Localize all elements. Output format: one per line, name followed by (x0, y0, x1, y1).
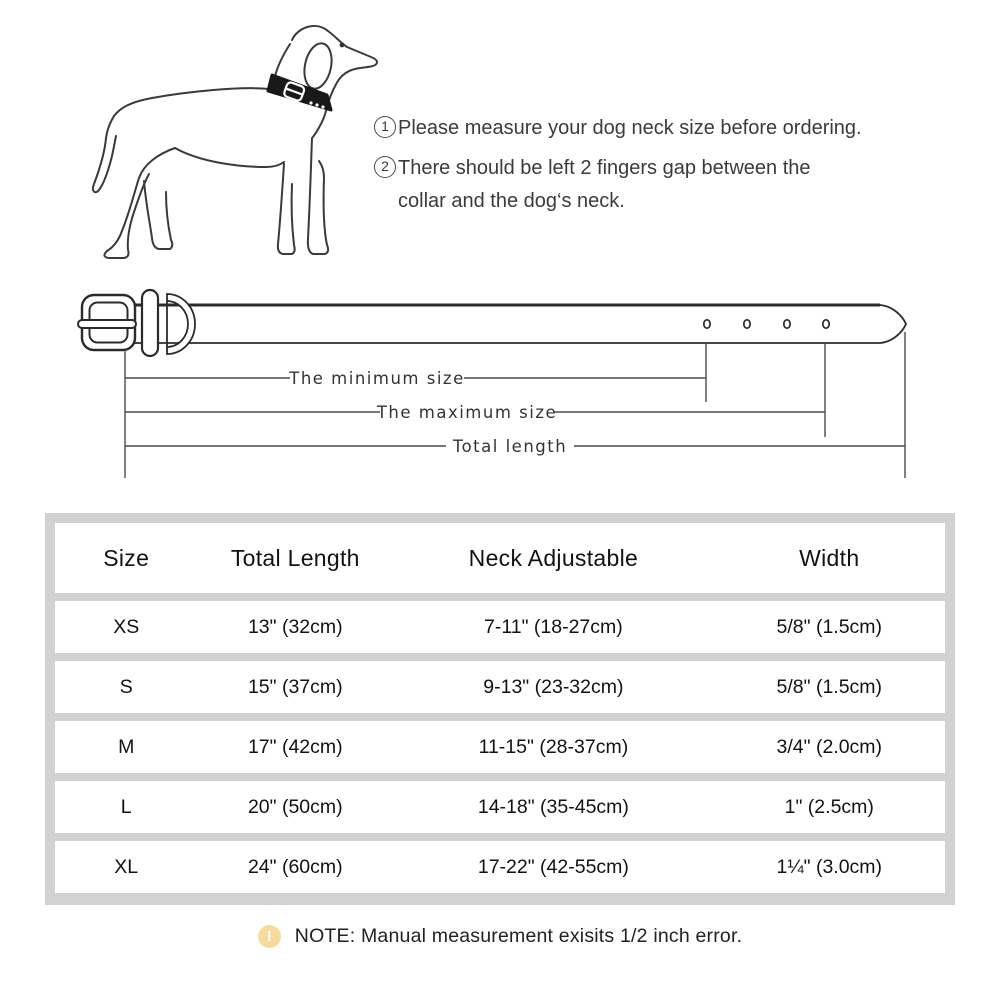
instruction-text-2-line2: collar and the dog‘s neck. (398, 190, 625, 212)
label-maximum-size: The maximum size (376, 403, 558, 422)
cell-size: M (118, 735, 135, 758)
instruction-item-1 (374, 112, 984, 145)
label-minimum-size: The minimum size (289, 369, 465, 388)
note-text: NOTE: Manual measurement exisits 1/2 inch error. (294, 925, 743, 947)
dog-head-outline (292, 26, 377, 137)
dog-collar-stud (315, 103, 318, 106)
cell-neck-adjustable: 7-11" (18-27cm) (483, 615, 623, 638)
instructions-block (374, 112, 984, 225)
cell-width: 5/8" (1.5cm) (776, 615, 883, 638)
dog-collar-stud (321, 105, 324, 108)
cell-neck-adjustable: 11-15" (28-37cm) (478, 735, 629, 758)
dog-back-line (114, 88, 269, 116)
dog-hind-leg-far (144, 181, 172, 249)
belt-buckle (78, 295, 136, 350)
cell-size: XS (113, 615, 140, 638)
cell-neck-adjustable: 9-13" (23-32cm) (483, 675, 624, 698)
instruction-item-2 (374, 152, 984, 218)
cell-size: S (119, 675, 133, 698)
table-row-s (55, 661, 945, 713)
dog-hind-leg-near (104, 148, 175, 258)
header-cell-total-length: Total Length (230, 544, 360, 571)
dog-eye (340, 43, 345, 48)
dog-neck-back-line (275, 44, 290, 76)
cell-neck-adjustable: 14-18" (35-45cm) (477, 795, 629, 818)
dog-belly-line (175, 148, 284, 167)
collar-measurement-diagram (40, 285, 960, 485)
cell-width: 1" (2.5cm) (784, 795, 874, 818)
cell-neck-adjustable: 17-22" (42-55cm) (477, 855, 629, 878)
dog-collar-stud (309, 101, 312, 104)
exclamation-icon: ! (258, 925, 281, 948)
cell-size: L (120, 795, 132, 818)
cell-total-length: 13" (32cm) (247, 615, 343, 638)
table-header-row (55, 523, 945, 593)
cell-width: 3/4" (2.0cm) (776, 735, 883, 758)
cell-total-length: 17" (42cm) (247, 735, 343, 758)
cell-width: 1¼" (3.0cm) (776, 855, 883, 878)
instruction-text-1: Please measure your dog neck size before ordering. (398, 117, 862, 139)
cell-size: XL (114, 855, 139, 878)
instruction-text-2 (396, 152, 811, 218)
cell-total-length: 20" (50cm) (247, 795, 343, 818)
circled-number-2-icon: 2 (374, 156, 396, 178)
instruction-text-2-line1: There should be left 2 fingers gap between the (398, 157, 811, 179)
size-table (45, 513, 955, 905)
dog-front-leg-far (278, 164, 295, 254)
table-row-xl (55, 841, 945, 893)
dog-tail (93, 116, 116, 192)
dog-front-leg-near (308, 138, 328, 254)
cell-total-length: 15" (37cm) (247, 675, 343, 698)
note-row (0, 925, 1000, 948)
header-cell-neck-adjustable: Neck Adjustable (468, 544, 639, 571)
table-row-m (55, 721, 945, 773)
cell-total-length: 24" (60cm) (247, 855, 343, 878)
dog-illustration (80, 16, 400, 271)
label-total-length: Total length (452, 437, 568, 456)
header-cell-size: Size (103, 544, 150, 571)
header-cell-width: Width (799, 544, 860, 571)
table-row-xs (55, 601, 945, 653)
cell-width: 5/8" (1.5cm) (776, 675, 883, 698)
table-row-l (55, 781, 945, 833)
belt-keeper-loop (142, 290, 158, 356)
dog-ear (301, 41, 336, 91)
circled-number-1-icon: 1 (374, 116, 396, 138)
